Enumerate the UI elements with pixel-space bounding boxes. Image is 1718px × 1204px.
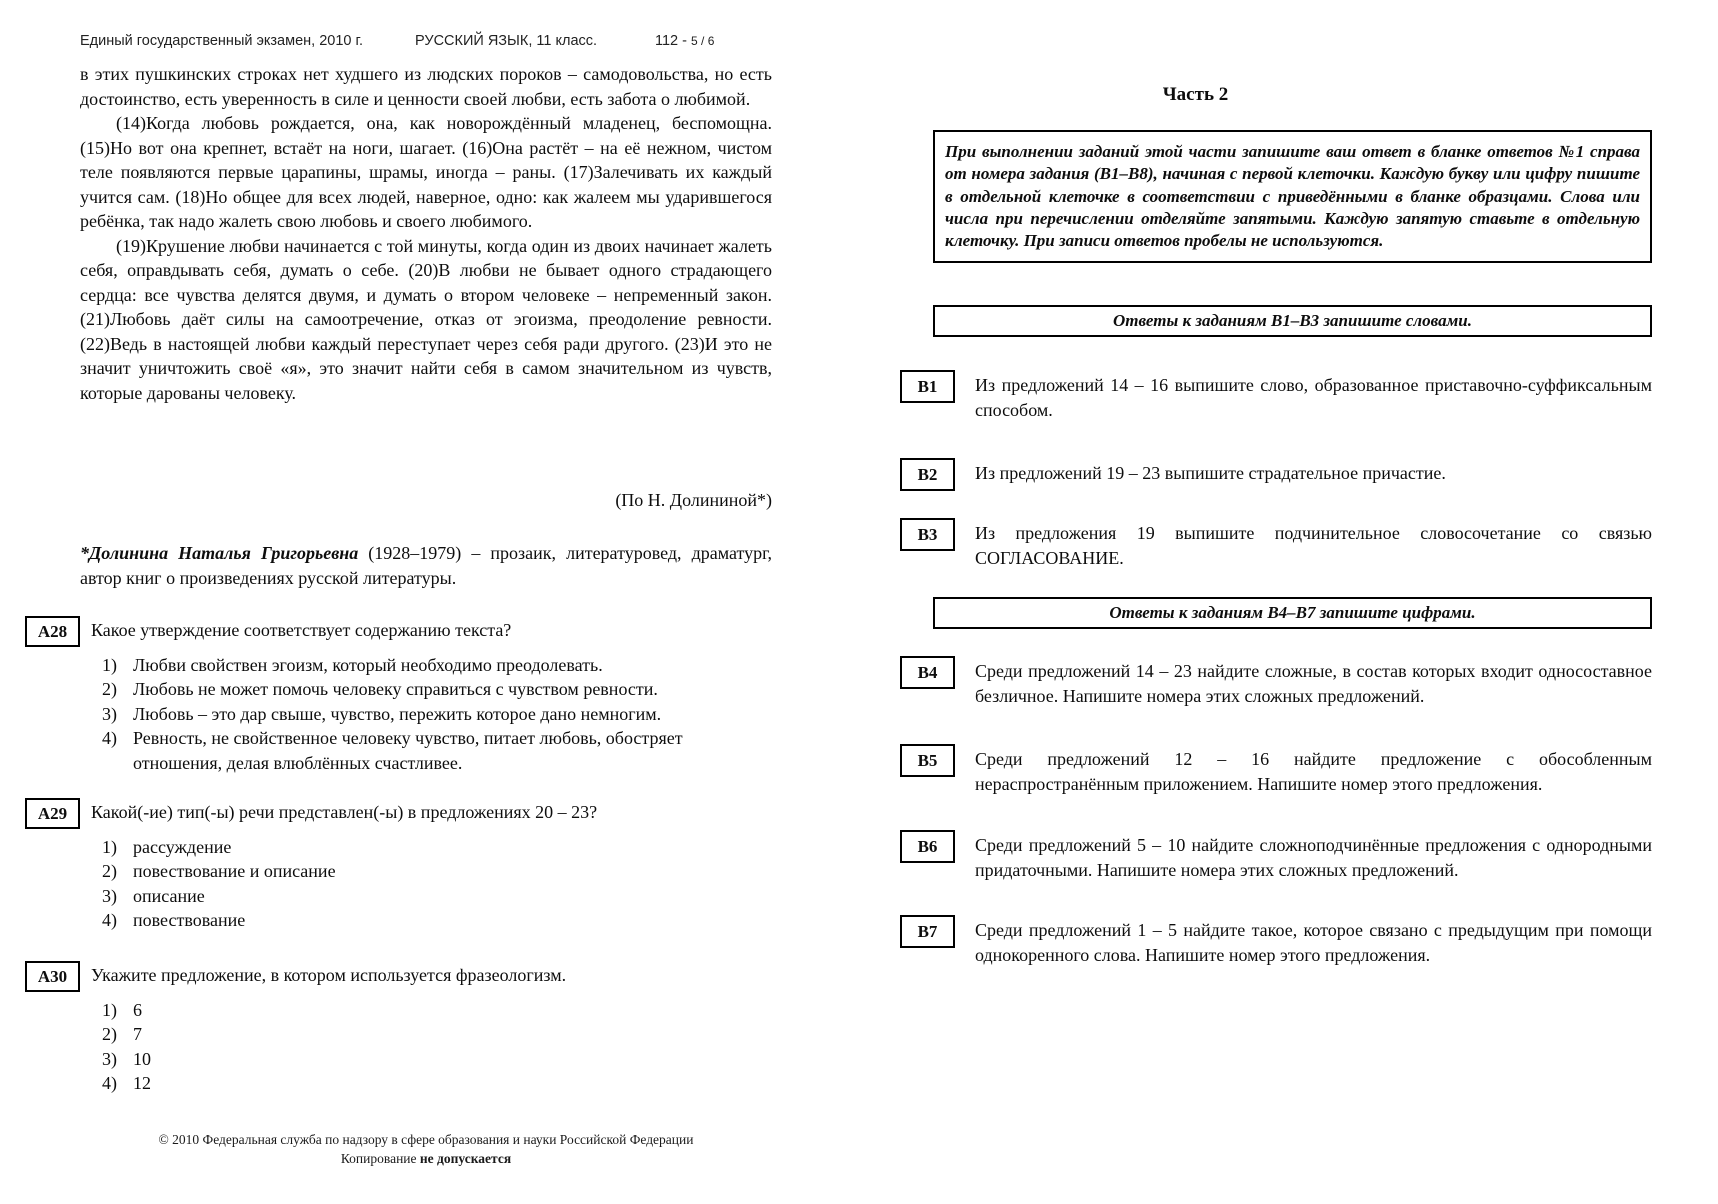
- answers-note-b1-b3: Ответы к заданиям В1–В3 запишите словами.: [933, 305, 1652, 337]
- option-row: [102, 835, 773, 860]
- header-code-page: 5 / 6: [691, 34, 715, 48]
- question-label-b4: В4: [900, 656, 955, 689]
- footer-copyright: © 2010 Федеральная служба по надзору в сфере образования и науки Российской Федерации: [158, 1132, 694, 1147]
- option-row: [102, 859, 773, 884]
- header-code-main: 112 -: [655, 33, 687, 49]
- question-text-a29: Какой(-ие) тип(-ы) речи представлен(-ы) в предложениях 20 – 23?: [91, 802, 598, 822]
- question-block-b1: [900, 370, 1652, 423]
- option-number: 3): [102, 885, 117, 906]
- option-number: 4): [102, 728, 117, 748]
- question-label-b2: В2: [900, 458, 955, 491]
- option-text: Любви свойствен эгоизм, который необходимо преодолевать.: [133, 654, 603, 675]
- question-label-b6: В6: [900, 830, 955, 863]
- option-text: 7: [133, 1024, 142, 1044]
- question-block-a29: [25, 798, 773, 933]
- question-text-b6: Среди предложений 5 – 10 найдите сложноподчинённые предложения с однородными придаточными. Напишите номера этих сложных предложений.: [975, 835, 1652, 880]
- option-number: 3): [102, 1048, 117, 1069]
- question-block-a30: [25, 961, 773, 1096]
- option-number: 4): [102, 910, 117, 930]
- option-number: 4): [102, 1073, 117, 1093]
- option-number: 2): [102, 1024, 117, 1044]
- question-block-b6: [900, 830, 1652, 883]
- option-row: [102, 908, 773, 933]
- footnote-author-bio: (1928–1979) – прозаик, литературовед, драматург, автор книг о произведениях русской литературы.: [80, 543, 772, 588]
- footnote-author-name: *Долинина Наталья Григорьевна: [80, 543, 359, 563]
- question-block-a28: [25, 616, 773, 775]
- text-attribution: (По Н. Долининой*): [615, 490, 772, 510]
- part2-title: Часть 2: [1162, 84, 1229, 105]
- question-text-b3: Из предложения 19 выпишите подчинительное словосочетание со связью СОГЛАСОВАНИЕ.: [975, 523, 1652, 568]
- part2-instructions-box: При выполнении заданий этой части запишите ваш ответ в бланке ответов №1 справа от номера задания (В1–В8), начиная с первой клеточки. Каждую букву или цифру пишите в отдельной клеточке в соответствии с приведёнными в бланке образцами. Слова или числа при перечислении отделяйте запятыми. Каждую запятую ставьте в отдельную клеточку. При записи ответов пробелы не используются.: [933, 130, 1652, 263]
- question-text-a28: Какое утверждение соответствует содержанию текста?: [91, 620, 512, 640]
- question-text-b5: Среди предложений 12 – 16 найдите предложение с обособленным нераспространённым приложением. Напишите номер этого предложения.: [975, 749, 1652, 794]
- question-text-a30: Укажите предложение, в котором используется фразеологизм.: [91, 965, 567, 985]
- option-text: Любовь – это дар свыше, чувство, пережить которое дано немногим.: [133, 703, 662, 724]
- option-row: [102, 653, 773, 678]
- option-row: [102, 726, 773, 775]
- option-number: 2): [102, 679, 117, 699]
- author-footnote: [80, 541, 772, 591]
- option-text: 6: [133, 999, 142, 1020]
- option-text: описание: [133, 885, 205, 906]
- question-text-b7: Среди предложений 1 – 5 найдите такое, которое связано с предыдущим при помощи однокоренного слова. Напишите номер этого предложения.: [975, 920, 1652, 965]
- option-row: [102, 884, 773, 909]
- question-label-a29: А29: [25, 798, 80, 829]
- option-row: [102, 1071, 773, 1096]
- footer-no-copy-prefix: Копирование: [340, 1151, 420, 1166]
- option-text: 12: [133, 1073, 151, 1093]
- options-a28: [102, 653, 773, 776]
- question-block-b7: [900, 915, 1652, 968]
- option-row: [102, 1047, 773, 1072]
- options-a30: [102, 998, 773, 1096]
- question-block-b3: [900, 518, 1652, 571]
- option-number: 1): [102, 999, 117, 1020]
- question-text-b1: Из предложений 14 – 16 выпишите слово, образованное приставочно-суффиксальным способом.: [975, 375, 1652, 420]
- question-text-b2: Из предложений 19 – 23 выпишите страдательное причастие.: [975, 463, 1446, 483]
- question-label-b5: В5: [900, 744, 955, 777]
- question-block-b2: [900, 458, 1652, 491]
- option-number: 1): [102, 654, 117, 675]
- options-a29: [102, 835, 773, 933]
- option-number: 2): [102, 861, 117, 881]
- option-text: повествование: [133, 910, 246, 930]
- header-exam-label: Единый государственный экзамен, 2010 г.: [80, 33, 364, 49]
- question-label-b1: В1: [900, 370, 955, 403]
- question-block-b5: [900, 744, 1652, 797]
- text-paragraph-1: в этих пушкинских строках нет худшего из людских пороков – самодовольства, но есть достоинство, есть уверенность в силе и ценности своей любви, есть забота о любимой.: [80, 64, 772, 109]
- option-text: Любовь не может помочь человеку справиться с чувством ревности.: [133, 679, 658, 699]
- question-label-b3: В3: [900, 518, 955, 551]
- question-label-b7: В7: [900, 915, 955, 948]
- question-block-b4: [900, 656, 1652, 709]
- header-page-code: [655, 33, 714, 49]
- option-row: [102, 702, 773, 727]
- reading-text: [80, 62, 772, 405]
- footer-no-copy-line: [80, 1149, 772, 1168]
- option-text: рассуждение: [133, 836, 232, 857]
- option-row: [102, 677, 773, 702]
- option-row: [102, 1022, 773, 1047]
- option-text: повествование и описание: [133, 861, 336, 881]
- question-text-b4: Среди предложений 14 – 23 найдите сложные, в состав которых входит односоставное безличное. Напишите номера этих сложных предложений.: [975, 661, 1652, 706]
- option-text: 10: [133, 1048, 151, 1069]
- footer: [80, 1130, 772, 1168]
- question-label-a28: А28: [25, 616, 80, 647]
- text-paragraph-2: (14)Когда любовь рождается, она, как новорождённый младенец, беспомощна. (15)Но вот она крепнет, встаёт на ноги, шагает. (16)Она растёт – на её нежном, чистом теле появляются первые царапины, шрамы, иногда – раны. (17)Залечивать их каждый учится сам. (18)Но общее для всех людей, наверное, одно: как жалеем мы ударившегося ребёнка, так надо жалеть свою любовь и своего любимого.: [80, 113, 772, 231]
- footer-no-copy-bold: не допускается: [419, 1151, 512, 1166]
- header-subject-label: РУССКИЙ ЯЗЫК, 11 класс.: [415, 33, 598, 49]
- option-text: Ревность, не свойственное человеку чувство, питает любовь, обостряет отношения, делая влюблённых счастливее.: [133, 728, 683, 773]
- answers-note-b4-b7: Ответы к заданиям В4–В7 запишите цифрами.: [933, 597, 1652, 629]
- option-row: [102, 998, 773, 1023]
- text-paragraph-3: (19)Крушение любви начинается с той минуты, когда один из двоих начинает жалеть себя, оправдывать себя, думать о себе. (20)В любви не бывает одного страдающего сердца: все чувства делятся двумя, и думать о втором человеке – непременный закон. (21)Любовь даёт силы на самоотречение, отказ от эгоизма, преодоление ревности. (22)Ведь в настоящей любви каждый переступает через себя ради другого. (23)И это не значит уничтожить своё «я», это значит найти себя в самом значительном из чувств, которые дарованы человеку.: [80, 235, 772, 403]
- option-number: 3): [102, 703, 117, 724]
- option-number: 1): [102, 836, 117, 857]
- question-label-a30: А30: [25, 961, 80, 992]
